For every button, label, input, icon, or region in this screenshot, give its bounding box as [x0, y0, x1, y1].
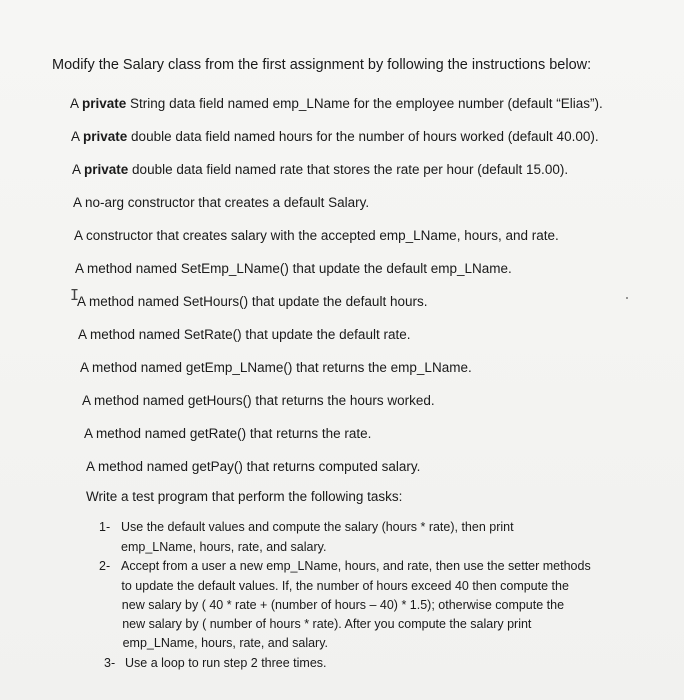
task-text-line: Use a loop to run step 2 three times. [125, 656, 327, 670]
instruction-item [86, 459, 420, 474]
task-text-line: new salary by ( 40 * rate + (number of hours – 40) * 1.5); otherwise compute the [121, 598, 565, 612]
assignment-heading: Modify the Salary class from the first assignment by following the instructions below: [52, 57, 592, 73]
instruction-item [82, 393, 435, 408]
instruction-text: A method named getHours() that returns the hours worked. [82, 393, 435, 408]
instruction-item [74, 228, 559, 243]
task-number: 2- [99, 559, 111, 573]
instruction-text: A method named getRate() that returns the rate. [84, 426, 372, 441]
instruction-text: A constructor that creates salary with the accepted emp_LName, hours, and rate. [74, 228, 559, 243]
instruction-item [84, 426, 371, 441]
instruction-text: A method named SetRate() that update the default rate. [78, 327, 411, 342]
instruction-item [86, 489, 402, 504]
instruction-text: A method named getPay() that returns computed salary. [86, 459, 421, 474]
instruction-text: A method named SetHours() that update the default hours. [77, 294, 428, 309]
instruction-text: A [70, 96, 83, 111]
instruction-item [71, 129, 599, 144]
instruction-item [80, 360, 472, 375]
task-text-line: to update the default values. If, the number of hours exceed 40 then compute the [121, 579, 569, 593]
instruction-item [78, 327, 410, 342]
instruction-item [73, 195, 369, 210]
instruction-text: Write a test program that perform the following tasks: [86, 489, 403, 504]
task-text-line: new salary by ( number of hours * rate). After you compute the salary print [122, 617, 532, 631]
instruction-text: A [72, 162, 85, 177]
text-cursor-icon: I [70, 286, 80, 304]
task-text-line: emp_LName, hours, rate, and salary. [121, 540, 327, 554]
task-text-line: Accept from a user a new emp_LName, hours, and rate, then use the setter methods [121, 559, 591, 573]
task-text-line: emp_LName, hours, rate, and salary. [122, 636, 329, 650]
speck [626, 297, 628, 299]
instruction-text: A [71, 129, 84, 144]
instruction-item [72, 162, 568, 177]
instruction-item [77, 294, 427, 309]
instruction-keyword: private [82, 96, 127, 111]
instruction-text: A no-arg constructor that creates a default Salary. [73, 195, 370, 210]
instruction-item [70, 96, 603, 111]
instruction-text: String data field named emp_LName for the employee number (default “Elias”). [126, 96, 603, 111]
task-text-line: Use the default values and compute the salary (hours * rate), then print [121, 520, 514, 534]
instruction-keyword: private [84, 162, 129, 177]
task-number: 1- [99, 520, 111, 534]
instruction-keyword: private [83, 129, 128, 144]
instruction-text: double data field named hours for the number of hours worked (default 40.00). [127, 129, 599, 144]
instruction-text: double data field named rate that stores the rate per hour (default 15.00). [128, 162, 569, 177]
task-number: 3- [104, 656, 116, 670]
instruction-text: A method named SetEmp_LName() that update the default emp_LName. [75, 261, 512, 276]
instruction-item [75, 261, 512, 276]
instruction-text: A method named getEmp_LName() that returns the emp_LName. [80, 360, 472, 375]
